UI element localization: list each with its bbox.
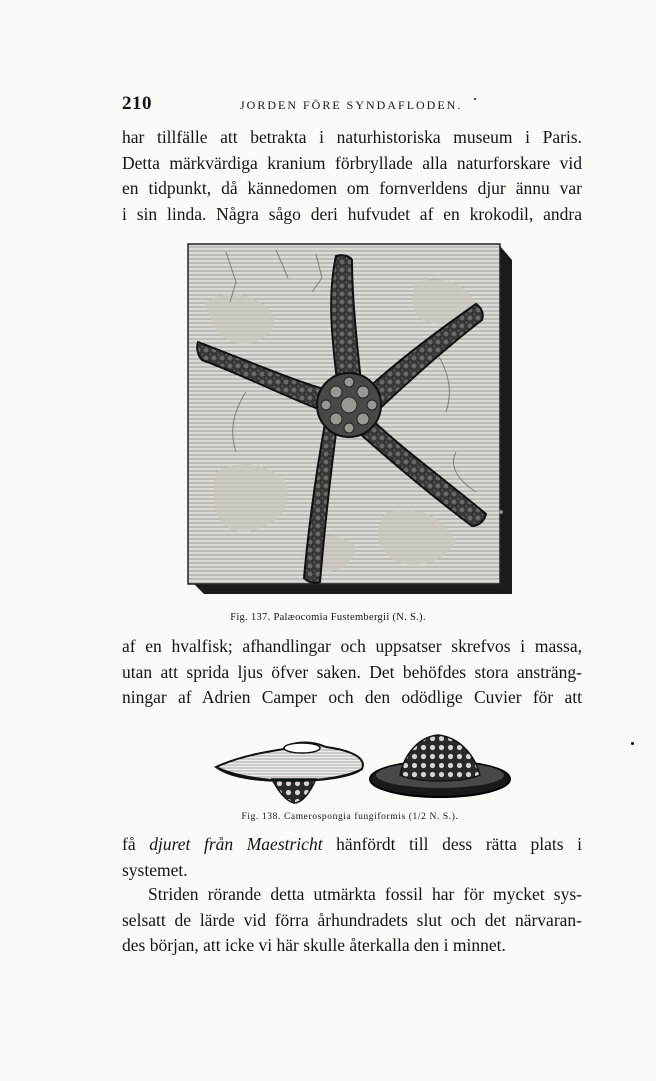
text-prefix: få <box>122 834 136 854</box>
page-header <box>122 93 582 119</box>
text-line: ningar af Adrien Camper och den odödlige Cuvier för att <box>122 687 582 707</box>
text-line: systemet. <box>122 859 188 880</box>
page-number: 210 <box>122 93 152 114</box>
ink-speck <box>631 742 634 745</box>
text-line: af en hvalfisk; afhandlingar och uppsatser skrefvos i massa, <box>122 636 582 656</box>
italic-phrase: djuret från Maestricht <box>149 834 323 854</box>
starfish-fossil-engraving-icon <box>186 242 514 598</box>
text-line: Detta märkvärdiga kranium förbryllade alla naturforskare vid <box>122 152 582 173</box>
text-line: i sin linda. Några sågo deri hufvudet af en krokodil, andra <box>122 203 582 224</box>
text-suffix: hänfördt till dess rätta plats i <box>336 834 583 854</box>
text-line: en tidpunkt, då kännedomen om fornverldens djur ännu var <box>122 178 582 198</box>
text-line: Striden rörande detta utmärkta fossil har för mycket sys- <box>148 884 582 904</box>
figure-138-caption: Fig. 138. Camerospongia fungiformis (1/2 N. S.). <box>241 812 459 822</box>
paragraph-4 <box>122 882 582 959</box>
text-line: har tillfälle att betrakta i naturhistoriska museum i Paris. <box>122 127 582 147</box>
text-line: utan att sprida ljus öfver saken. Det behöfdes stora ansträng- <box>122 661 582 682</box>
fossil-sponge-engraving-icon <box>212 725 512 807</box>
paragraph-2 <box>122 634 582 711</box>
text-line: selsatt de lärde vid förra århundradets slut och det närvaran- <box>122 909 582 930</box>
text-line <box>122 832 582 858</box>
paragraph-1 <box>122 125 582 227</box>
running-title: JORDEN FÖRE SYNDAFLODEN. <box>240 98 463 112</box>
figure-137-caption: Fig. 137. Palæocomia Fustembergii (N. S.). <box>230 612 426 623</box>
ink-speck <box>474 98 476 100</box>
text-line: des början, att icke vi här skulle återkalla den i minnet. <box>122 935 506 955</box>
paragraph-3 <box>122 832 582 883</box>
